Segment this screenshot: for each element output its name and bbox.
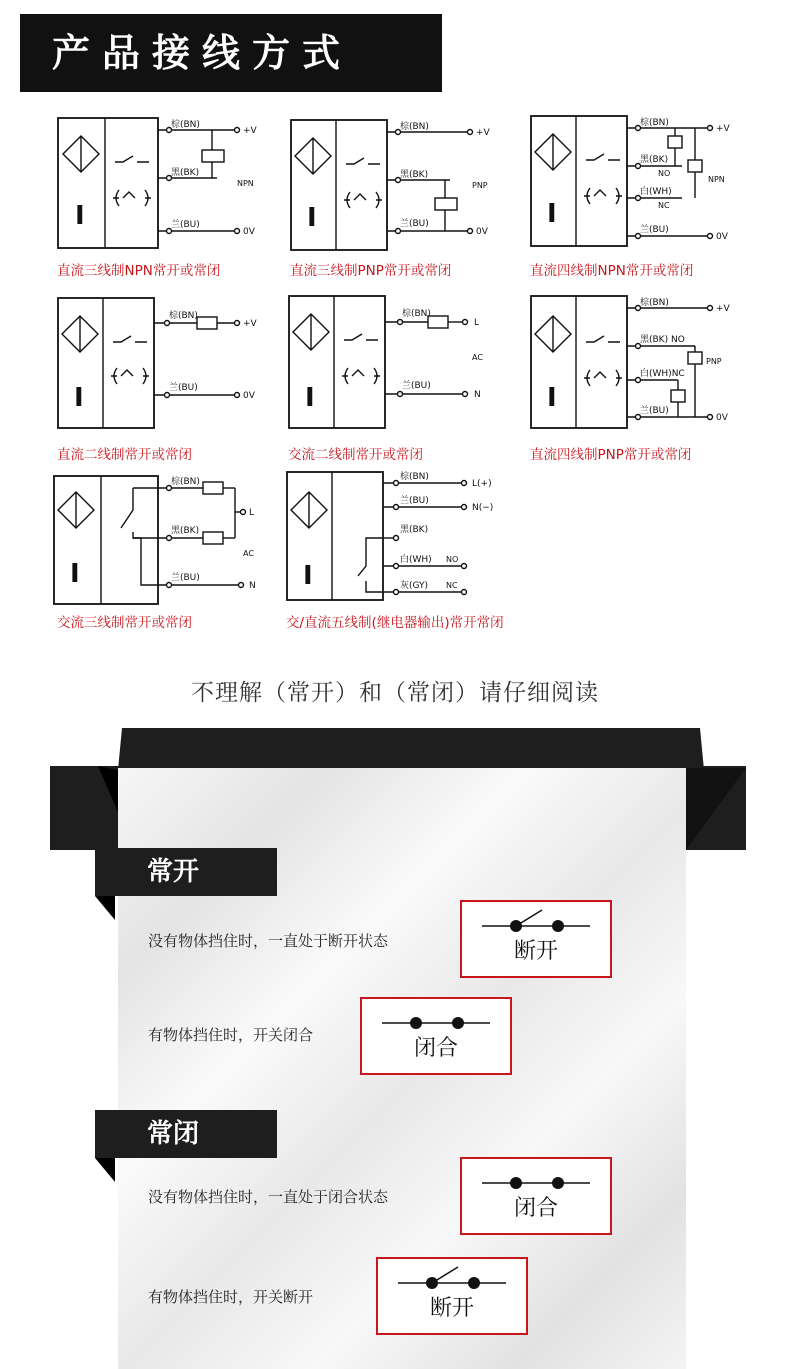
svg-text:L: L [474, 318, 480, 328]
normally-open-tag: 常开 [95, 848, 277, 896]
svg-text:兰(BU): 兰(BU) [171, 573, 200, 583]
sensor-mark: I [303, 561, 313, 591]
svg-text:白(WH): 白(WH) [640, 187, 672, 197]
state-label: 闭合 [413, 1036, 458, 1061]
state-box-open [376, 1257, 528, 1335]
sensor-mark: I [307, 203, 317, 233]
svg-text:兰(BU): 兰(BU) [169, 383, 198, 393]
svg-text:灰(GY): 灰(GY) [400, 581, 429, 591]
sensor-mark: I [547, 199, 557, 229]
svg-text:兰(BU): 兰(BU) [400, 496, 429, 506]
svg-text:+V: +V [716, 124, 730, 134]
diagram-dc4-npn [530, 110, 745, 255]
svg-text:0V: 0V [716, 232, 728, 242]
state-label: 闭合 [513, 1196, 558, 1221]
section-header [20, 14, 442, 92]
sensor-mark: I [70, 559, 80, 589]
subtitle: 不理解（常开）和（常闭）请仔细阅读 [191, 680, 599, 706]
svg-text:0V: 0V [243, 227, 255, 237]
diagram-label: 交/直流五线制(继电器输出)常开常闭 [286, 615, 504, 631]
svg-text:NO: NO [658, 169, 671, 178]
svg-text:0V: 0V [716, 413, 728, 423]
svg-text:黑(BK): 黑(BK) [171, 526, 200, 536]
svg-text:黑(BK): 黑(BK) [640, 155, 669, 165]
diagram-ac2 [288, 294, 493, 434]
svg-text:+V: +V [243, 319, 257, 329]
diagram-label: 交流二线制常开或常闭 [288, 447, 423, 463]
svg-text:白(WH)NC: 白(WH)NC [640, 369, 685, 379]
svg-text:棕(BN): 棕(BN) [171, 477, 200, 487]
svg-text:棕(BN): 棕(BN) [169, 311, 198, 321]
state-box-closed [460, 1157, 612, 1235]
state-box-open [460, 900, 612, 978]
section-title: 产品接线方式 [52, 31, 353, 75]
svg-text:白(WH): 白(WH) [400, 555, 432, 565]
diagram-ac3 [53, 470, 268, 610]
diagram-dc3-pnp [290, 116, 495, 256]
svg-text:黑(BK): 黑(BK) [171, 168, 200, 178]
diagram-label: 直流三线制NPN常开或常闭 [57, 263, 221, 279]
svg-text:PNP: PNP [706, 357, 722, 366]
svg-text:NPN: NPN [708, 175, 725, 184]
diagram-label: 直流三线制PNP常开或常闭 [290, 263, 452, 279]
svg-text:兰(BU): 兰(BU) [640, 406, 669, 416]
tag-fold [95, 896, 117, 922]
nc-desc-1: 没有物体挡住时，一直处于闭合状态 [148, 1188, 389, 1206]
svg-text:0V: 0V [476, 227, 488, 237]
svg-text:+V: +V [476, 128, 490, 138]
svg-text:兰(BU): 兰(BU) [171, 220, 200, 230]
diagram-dc3-npn [57, 114, 262, 254]
svg-text:L: L [249, 508, 255, 518]
state-label: 断开 [513, 939, 558, 964]
svg-text:N(−): N(−) [472, 503, 494, 513]
tag-fold [95, 1158, 117, 1184]
diagram-label: 直流四线制PNP常开或常闭 [530, 447, 692, 463]
svg-text:+V: +V [716, 304, 730, 314]
svg-text:棕(BN): 棕(BN) [171, 120, 200, 130]
diagram-dc4-pnp [530, 290, 745, 435]
sensor-mark: I [75, 201, 85, 231]
svg-text:L(+): L(+) [472, 479, 492, 489]
svg-text:NO: NO [446, 555, 459, 564]
svg-text:兰(BU): 兰(BU) [400, 219, 429, 229]
svg-text:0V: 0V [243, 391, 255, 401]
svg-text:黑(BK) NO: 黑(BK) NO [640, 335, 685, 345]
svg-text:AC: AC [243, 549, 254, 558]
svg-text:棕(BN): 棕(BN) [640, 118, 669, 128]
svg-text:黑(BK): 黑(BK) [400, 170, 429, 180]
svg-text:+V: +V [243, 126, 257, 136]
svg-text:NC: NC [446, 581, 458, 590]
svg-text:兰(BU): 兰(BU) [402, 381, 431, 391]
sensor-mark: I [547, 383, 557, 413]
no-desc-2: 有物体挡住时，开关闭合 [148, 1026, 314, 1044]
nc-desc-2: 有物体挡住时，开关断开 [148, 1288, 314, 1306]
state-box-closed [360, 997, 512, 1075]
no-desc-1: 没有物体挡住时，一直处于断开状态 [148, 932, 389, 950]
svg-text:兰(BU): 兰(BU) [640, 225, 669, 235]
svg-text:棕(BN): 棕(BN) [400, 122, 429, 132]
svg-text:AC: AC [472, 353, 483, 362]
svg-text:N: N [249, 581, 256, 591]
diagram-dc2 [57, 296, 262, 436]
diagram-acdc5-relay [286, 466, 516, 606]
diagram-label: 直流二线制常开或常闭 [57, 447, 192, 463]
svg-text:NPN: NPN [237, 179, 254, 188]
svg-text:棕(BN): 棕(BN) [640, 298, 669, 308]
svg-text:棕(BN): 棕(BN) [400, 472, 429, 482]
sensor-mark: I [74, 383, 84, 413]
diagram-label: 直流四线制NPN常开或常闭 [530, 263, 694, 279]
diagram-label: 交流三线制常开或常闭 [57, 615, 192, 631]
svg-text:棕(BN): 棕(BN) [402, 309, 431, 319]
sensor-mark: I [305, 383, 315, 413]
state-label: 断开 [429, 1296, 474, 1321]
normally-closed-tag: 常闭 [95, 1110, 277, 1158]
svg-text:N: N [474, 390, 481, 400]
svg-text:NC: NC [658, 201, 670, 210]
svg-text:黑(BK): 黑(BK) [400, 525, 429, 535]
svg-text:PNP: PNP [472, 181, 488, 190]
